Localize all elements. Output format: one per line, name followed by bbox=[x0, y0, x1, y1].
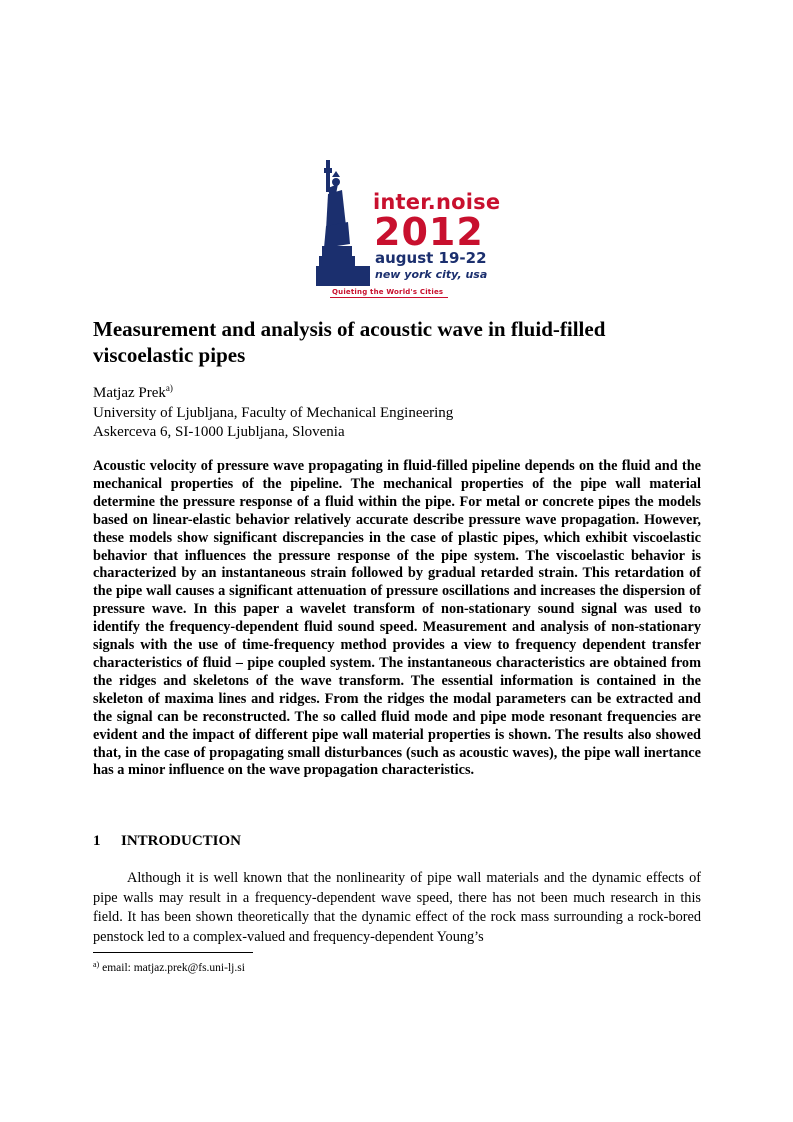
author-marker: a) bbox=[165, 383, 173, 393]
section-number: 1 bbox=[93, 833, 101, 849]
paper-title: Measurement and analysis of acoustic wave in fluid-filled viscoelastic pipes bbox=[93, 317, 606, 367]
author-name: Matjaz Prek bbox=[93, 385, 166, 401]
logo-tagline-underline bbox=[330, 297, 448, 298]
abstract: Acoustic velocity of pressure wave propagating in fluid-filled pipeline depends on the fluid and the mechanical properties of the pipeline. The mechanical properties of the pipe wall material determine the pressure response of a fluid within the pipe. For metal or concrete pipes the models based on linear-elastic behavior relatively accurate describe pressure wave propagation. However, these models show significant discrepancies in the case of plastic pipes, which exhibit viscoelastic behavior that influences the pressure response of the pipe system. The viscoelastic behavior is characterized by an instantaneous strain followed by gradual retarded strain. This retardation of the pipe wall causes a significant attenuation of pressure oscillations and increases the dispersion of pressure wave. In this paper a wavelet transform of non-stationary sound signal was used to identify the frequency-dependent fluid sound speed. Measurement and analysis of non-stationary signals with the use of time-frequency method provides a view to frequency dependent transfer characteristics of fluid – pipe coupled system. The instantaneous characteristics are obtained from the ridges and skeletons of the wave transform. The essential information is contained in the skeleton of maxima lines and ridges. From the ridges the modal parameters can be extracted and the signal can be reconstructed. The so called fluid mode and pipe mode resonant frequencies are evident and the impact of different pipe wall material properties is shown. The results also showed that, in the case of propagating small disturbances (such as acoustic waves), the pipe wall inertance has a minor influence on the wave propagation characteristics. bbox=[93, 458, 701, 779]
logo-location: new york city, usa bbox=[375, 268, 488, 281]
logo-line-1: inter.noise bbox=[373, 190, 501, 214]
introduction-paragraph: Although it is well known that the nonlinearity of pipe wall materials and the dynamic effects of pipe walls may result in a frequency-dependent wave speed, there has not been much research in this field. It has been shown theoretically that the dynamic effect of the rock mass surrounding a rock-bored penstock led to a complex-valued and frequency-dependent Young’s bbox=[93, 870, 701, 945]
author-affiliation: University of Ljubljana, Faculty of Mechanical Engineering bbox=[93, 404, 454, 421]
footnote-marker: a) bbox=[93, 960, 100, 969]
logo-year: 2012 bbox=[374, 210, 484, 254]
conference-logo bbox=[316, 160, 501, 300]
author-block bbox=[93, 384, 693, 443]
footnote-rule bbox=[93, 952, 253, 953]
footnote bbox=[93, 961, 245, 975]
statue-of-liberty-icon bbox=[316, 160, 372, 286]
section-title: INTRODUCTION bbox=[121, 833, 242, 849]
logo-tagline: Quieting the World's Cities bbox=[332, 288, 444, 296]
section-heading bbox=[93, 833, 241, 850]
footnote-text: email: matjaz.prek@fs.uni-lj.si bbox=[99, 962, 245, 974]
author-address: Askerceva 6, SI-1000 Ljubljana, Slovenia bbox=[93, 424, 345, 440]
author-line bbox=[93, 384, 693, 404]
logo-dates: august 19-22 bbox=[375, 249, 487, 267]
